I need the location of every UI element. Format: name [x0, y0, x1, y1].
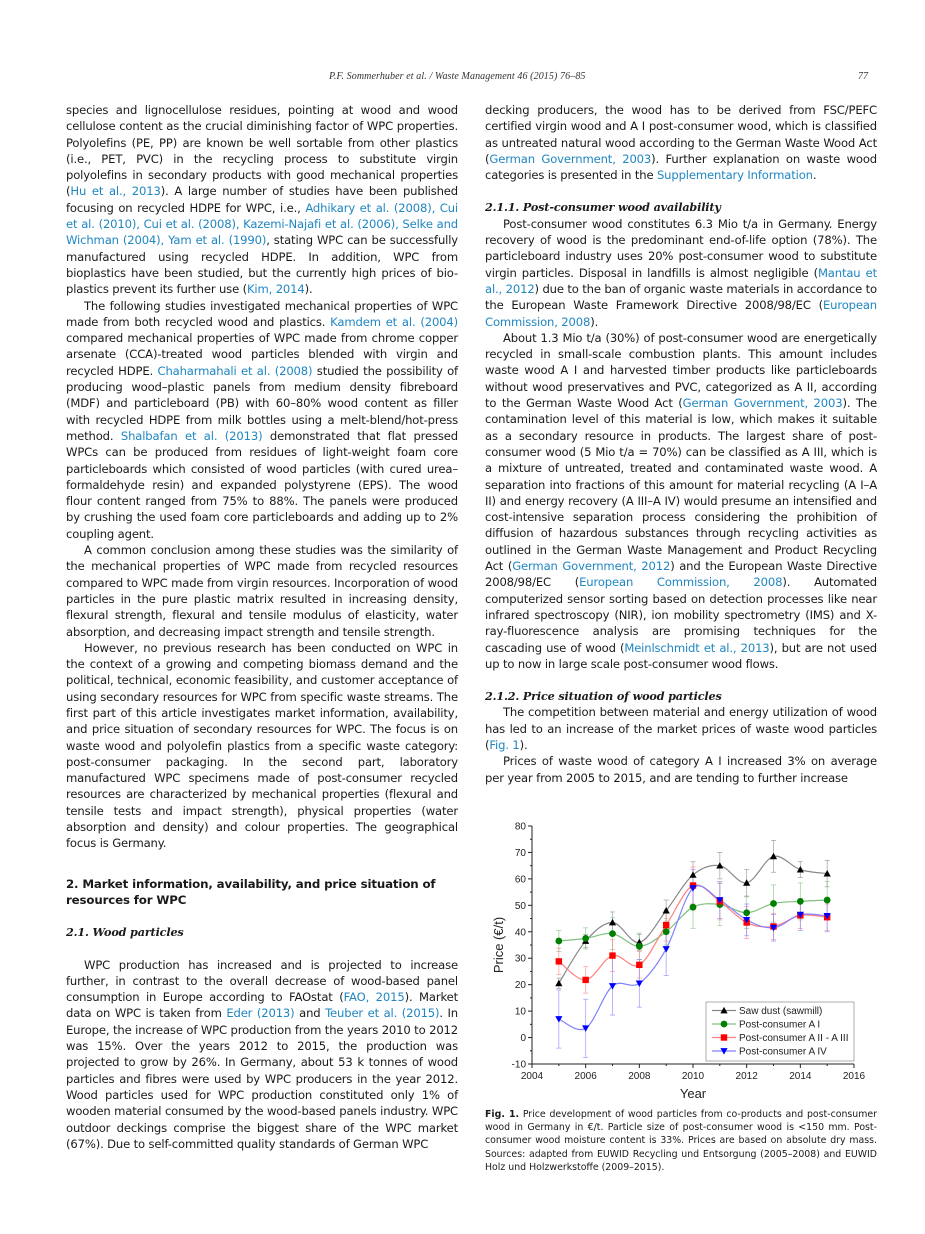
y-tick-label: 80 — [514, 821, 526, 833]
caption-label: Fig. 1. — [485, 1109, 520, 1120]
data-point — [555, 1016, 562, 1022]
citation-link[interactable]: Adhikary et al. (2008), Cui et al. (2010), Cui et al. (2008), Kazemi-Najafi et al. (2006), Selke and Wichman (2004), Yam et al. (1990) — [66, 200, 458, 248]
data-point — [582, 1025, 589, 1031]
data-point — [582, 935, 589, 942]
data-point — [663, 922, 669, 928]
paragraph: However, no previous research has been conducted on WPC in the context of a growing and competing biomass demand and the political, technical, economic feasibility, and customer acceptance of using secondary resources for WPC from specific waste streams. The first part of this article investigates market information, availability, and price situation of secondary resources for WPC. The focus is on waste wood and polyolefin plastics from a specific waste category: post-consumer packaging. In the second part, laboratory manufactured WPC specimens made of post-consumer recycled resources are characterized by mechanical properties (flexural and tensile tests and impact strength), physical properties (water absorption and density) and colour properties. The geographical focus is Germany. — [66, 640, 458, 851]
x-tick-label: 2008 — [628, 1071, 651, 1082]
x-tick-label: 2016 — [842, 1071, 866, 1082]
y-tick-label: 0 — [520, 1033, 526, 1045]
y-tick-label: 70 — [514, 847, 526, 859]
citation-link[interactable]: Teuber et al. (2015) — [325, 1006, 440, 1021]
data-point — [797, 866, 804, 872]
data-point — [690, 904, 697, 911]
x-tick-label: 2010 — [681, 1071, 705, 1082]
citation-link[interactable]: European Commission, 2008 — [485, 298, 877, 329]
figure-caption — [485, 1108, 877, 1174]
legend-label: Post-consumer A IV — [739, 1046, 827, 1058]
citation-link[interactable]: Fig. 1 — [489, 737, 520, 752]
subsection-heading: 2.1. Wood particles — [66, 925, 184, 940]
citation-link[interactable]: German Government, 2003 — [682, 396, 843, 411]
x-axis-label: Year — [679, 1086, 707, 1101]
caption-text: Price development of wood particles from co-products and post-consumer wood in Germany in €/t. Particle size of post-consumer wood is <150 mm. Post-consumer wood moisture content is 33%. Prices are based on absolute dry mass. Sources: adapted from EUWID Recycling und Entsorgung (2005–2008) and EUWID Holz und Holzwerkstoffe (2009–2015). — [485, 1109, 877, 1173]
page-number: 77 — [858, 71, 868, 82]
legend-marker — [721, 1034, 727, 1040]
data-point — [555, 938, 562, 945]
citation-link[interactable]: Mantau et al., 2012 — [485, 265, 878, 296]
legend-marker — [721, 1021, 728, 1028]
data-point — [582, 977, 588, 983]
citation-link[interactable]: Supplementary Information — [656, 168, 813, 183]
left-column — [66, 102, 458, 1152]
citation-link[interactable]: FAO, 2015 — [343, 990, 405, 1005]
data-point — [663, 928, 670, 935]
y-tick-label: 20 — [514, 980, 526, 992]
citation-link[interactable]: German Government, 2012 — [512, 559, 671, 574]
data-point — [663, 946, 670, 952]
legend-label: Post-consumer A I — [739, 1019, 821, 1031]
citation-link[interactable]: Kim, 2014 — [246, 282, 305, 297]
y-tick-label: 10 — [514, 1006, 526, 1018]
data-point — [636, 980, 643, 986]
citation-link[interactable]: Meinlschmidt et al., 2013 — [624, 640, 770, 655]
x-tick-label: 2012 — [735, 1071, 758, 1082]
data-point — [770, 900, 777, 907]
y-tick-label: -10 — [511, 1059, 526, 1071]
y-axis-label: Price (€/t) — [491, 916, 506, 974]
paragraph: About 1.3 Mio t/a (30%) of post-consumer wood are energetically recycled in small-scale combustion plants. This amount includes waste wood A I and harvested timber products like particleboards without wood preservatives and PVC, categorized as A II, according to the German Waste Wood Act (German Government, 2003). The contamination level of this material is low, which makes it suitable as a secondary resource in products. The largest share of post-consumer wood (5 Mio t/a = 70%) can be classified as A III, which is a mixture of untreated, treated and contaminated waste wood. A separation into fractions of this amount for material recycling (A I–A II) and energy recovery (A III–A IV) would presume an intensified and cost-intensive separation process considering the prohibition of diffusion of hazardous substances through recycling activities as outlined in the German Waste Management and Product Recycling Act (German Government, 2012) and the European Waste Directive 2008/98/EC (European Commission, 2008). Automated computerized sensor sorting based on detection processes like near infrared spectroscopy (NIR), ion mobility spectrometry (IMS) and X-ray-fluorescence analysis are promising techniques for the cascading use of wood (Meinlschmidt et al., 2013), but are not used up to now in large scale post-consumer wood flows. — [485, 330, 878, 671]
data-point — [797, 898, 804, 905]
data-point — [636, 943, 643, 950]
data-point — [636, 962, 642, 968]
paragraph: Prices of waste wood of category A I increased 3% on average per year from 2005 to 2015, and are tending to further increase — [485, 754, 877, 785]
subsection-heading: 2.1.2. Price situation of wood particles — [485, 689, 722, 704]
y-tick-label: 30 — [514, 953, 526, 965]
running-title: P.F. Sommerhuber et al. / Waste Management 46 (2015) 76–85 — [329, 71, 586, 82]
y-tick-label: 40 — [514, 927, 526, 939]
paragraph: species and lignocellulose residues, pointing at wood and wood cellulose content as the crucial diminishing factor of WPC properties. Polyolefins (PE, PP) are known be well sortable from other plastics (i.e., PET, PVC) in the recycling process to substitute virgin polyolefins in secondary products with good mechanical properties (Hu et al., 2013). A large number of studies have been published focusing on recycled HDPE for WPC, i.e., Adhikary et al. (2008), Cui et al. (2010), Cui et al. (2008), Kazemi-Najafi et al. (2006), Selke and Wichman (2004), Yam et al. (1990), stating WPC can be successfully manufactured using recycled HDPE. In addition, WPC from bioplastics have been studied, but the currently high prices of bio-plastics prevent its further use (Kim, 2014). — [66, 103, 458, 297]
data-point — [743, 909, 750, 916]
legend-label: Post-consumer A II - A III — [739, 1033, 849, 1045]
data-point — [555, 980, 562, 986]
paragraph: decking producers, the wood has to be derived from FSC/PEFC certified virgin wood and A I post-consumer wood, which is classified as untreated natural wood according to the German Waste Wood Act (German Government, 2003). Further explanation on waste wood categories is presented in the Supplementary Information. — [485, 103, 878, 183]
legend-label: Saw dust (sawmill) — [739, 1006, 823, 1018]
citation-link[interactable]: Chaharmahali et al. (2008) — [157, 363, 313, 378]
price-line-chart — [480, 815, 870, 1105]
x-tick-label: 2004 — [520, 1071, 544, 1082]
citation-link[interactable]: Eder (2013) — [226, 1006, 295, 1021]
x-tick-label: 2006 — [574, 1071, 597, 1082]
y-tick-label: 50 — [514, 900, 526, 912]
citation-link[interactable]: Kamdem et al. (2004) — [330, 314, 458, 329]
data-point — [556, 958, 562, 964]
paragraph: The following studies investigated mechanical properties of WPC made from both recycled wood and plastics. Kamdem et al. (2004) compared mechanical properties of WPC made from chrome copper arsenate (CCA)-treated wood particles blended with virgin and recycled HDPE. Chaharmahali et al. (2008) studied the possibility of producing wood–plastic panels from medium density fibreboard (MDF) and particleboard (PB) with 60–80% wood content as filler with recycled HDPE from milk bottles using a melt-blend/hot-press method. Shalbafan et al. (2013) demonstrated that flat pressed WPCs can be produced from residues of light-weight foam core particleboards which consisted of wood particles (with cured urea–formaldehyde resin) and expanded polystyrene (EPS). The wood flour content ranged from 75% to 88%. The panels were produced by crushing the used foam core particleboards and adding up to 2% coupling agent. — [66, 298, 458, 541]
citation-link[interactable]: European Commission, 2008 — [579, 575, 783, 590]
running-header — [0, 71, 925, 87]
data-point — [824, 897, 831, 904]
data-point — [609, 952, 615, 958]
section-heading: 2. Market information, availability, and price situation of resources for WPC — [66, 876, 436, 907]
paragraph: Post-consumer wood constitutes 6.3 Mio t/a in Germany. Energy recovery of wood is the predominant end-of-life option (78%). The particleboard industry uses 20% post-consumer wood to substitute virgin particles. Disposal in landfills is almost negligible (Mantau et al., 2012) due to the ban of organic waste materials in accordance to the European Waste Framework Directive 2008/98/EC (European Commission, 2008). — [485, 216, 878, 329]
y-tick-label: 60 — [514, 874, 526, 886]
citation-link[interactable]: Shalbafan et al. (2013) — [120, 428, 263, 443]
right-column — [485, 102, 877, 786]
subsection-heading: 2.1.1. Post-consumer wood availability — [485, 200, 721, 215]
data-point — [609, 930, 616, 937]
citation-link[interactable]: Hu et al., 2013 — [70, 184, 161, 199]
paragraph: A common conclusion among these studies was the similarity of the mechanical properties of WPC made from recycled resources compared to WPC made from virgin resources. Incorporation of wood particles in the pure plastic matrix resulted in increasing density, flexural strength, flexural and tensile modulus of elasticity, water absorption, and decreasing impact strength and tensile strength. — [66, 543, 458, 639]
citation-link[interactable]: German Government, 2003 — [489, 151, 652, 166]
paragraph: The competition between material and energy utilization of wood has led to an increase of the market prices of waste wood particles (Fig. 1). — [485, 705, 877, 752]
paragraph: WPC production has increased and is projected to increase further, in contrast to the overall decrease of wood-based panel consumption in Europe according to FAOstat (FAO, 2015). Market data on WPC is taken from Eder (2013) and Teuber et al. (2015). In Europe, the increase of WPC production from the years 2010 to 2012 was 15%. Over the years 2012 to 2015, the production was projected to grow by 26%. In Germany, about 53 k tonnes of wood particles and fibres were used by WPC producers in the year 2012. Wood particles used for WPC production constituted only 1% of wooden material consumed by the wood-based panels industry. WPC outdoor deckings comprise the biggest share of the WPC market (67%). Due to self-committed quality standards of German WPC — [66, 957, 458, 1151]
x-tick-label: 2014 — [789, 1071, 812, 1082]
figure-1-chart — [480, 815, 870, 1105]
